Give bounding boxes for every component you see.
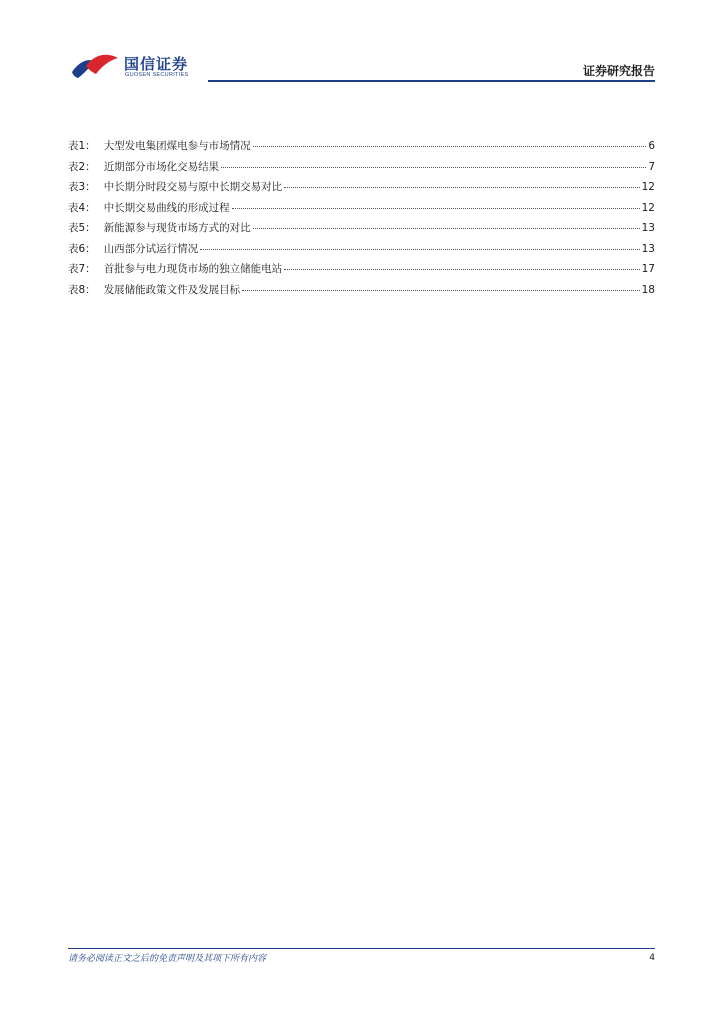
guosen-logo-icon — [70, 52, 120, 80]
toc-dot-leader — [232, 208, 640, 209]
toc-entry-page: 7 — [648, 160, 655, 173]
toc-entry-label: 表8： — [68, 283, 96, 296]
toc-entry-title: 大型发电集团煤电参与市场情况 — [103, 140, 251, 152]
toc-entry-label: 表1： — [68, 140, 96, 152]
toc-entry-title: 首批参与电力现货市场的独立储能电站 — [103, 263, 283, 275]
toc-dot-leader — [253, 228, 640, 229]
toc-entry-page: 12 — [641, 181, 655, 193]
page-header — [68, 48, 655, 88]
toc-entry-page: 12 — [641, 201, 655, 214]
guosen-logo — [68, 48, 208, 84]
toc-entry-title: 山西部分试运行情况 — [103, 242, 199, 255]
table-of-tables — [68, 139, 655, 303]
toc-entry[interactable] — [68, 139, 655, 160]
logo-text-cn: 国信证券 — [124, 55, 189, 73]
toc-entry-page: 13 — [641, 242, 655, 255]
toc-entry-page: 6 — [648, 140, 655, 152]
footer-disclaimer: 请务必阅读正文之后的免责声明及其项下所有内容 — [68, 954, 267, 964]
toc-entry-label: 表5： — [68, 222, 96, 234]
toc-entry[interactable] — [68, 160, 655, 181]
toc-dot-leader — [284, 187, 639, 188]
toc-entry[interactable] — [68, 201, 655, 222]
footer-divider — [68, 948, 655, 949]
toc-dot-leader — [242, 290, 639, 291]
toc-entry[interactable] — [68, 221, 655, 242]
toc-entry-page: 18 — [641, 283, 655, 296]
logo-text-en: GUOSEN SECURITIES — [125, 72, 189, 78]
toc-entry[interactable] — [68, 283, 655, 304]
toc-entry-label: 表2： — [68, 160, 96, 173]
toc-entry-title: 近期部分市场化交易结果 — [103, 160, 220, 173]
toc-entry-page: 17 — [641, 263, 655, 275]
report-type-label: 证券研究报告 — [582, 64, 655, 78]
toc-entry[interactable] — [68, 262, 655, 283]
toc-entry-label: 表6： — [68, 242, 96, 255]
page-number: 4 — [649, 953, 655, 963]
toc-entry-label: 表7： — [68, 263, 96, 275]
toc-entry[interactable] — [68, 242, 655, 263]
toc-dot-leader — [284, 269, 639, 270]
toc-dot-leader — [221, 167, 646, 168]
toc-entry-title: 中长期分时段交易与原中长期交易对比 — [103, 181, 283, 193]
toc-entry-page: 13 — [641, 222, 655, 234]
toc-dot-leader — [253, 146, 647, 147]
header-divider — [208, 80, 655, 82]
toc-entry-label: 表3： — [68, 181, 96, 193]
toc-dot-leader — [200, 249, 639, 250]
toc-entry-title: 发展储能政策文件及发展目标 — [103, 283, 241, 296]
toc-entry-label: 表4： — [68, 201, 96, 214]
toc-entry[interactable] — [68, 180, 655, 201]
toc-entry-title: 中长期交易曲线的形成过程 — [103, 201, 230, 214]
toc-entry-title: 新能源参与现货市场方式的对比 — [103, 222, 251, 234]
